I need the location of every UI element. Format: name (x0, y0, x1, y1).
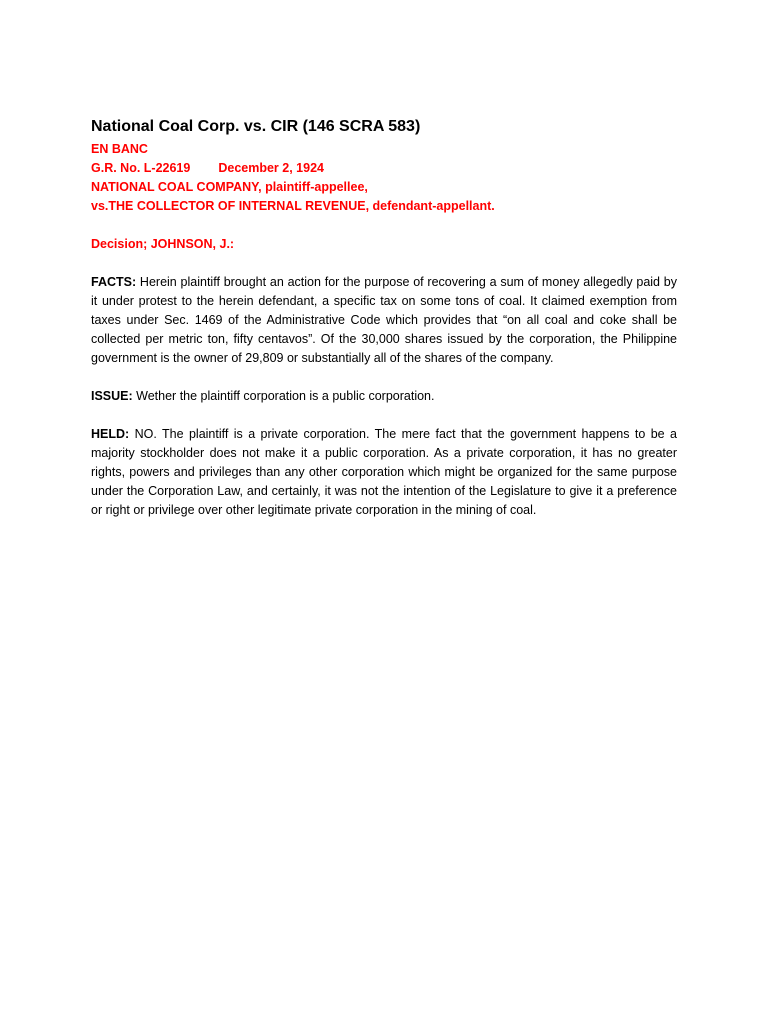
held-label: HELD: (91, 427, 130, 441)
document-page (91, 116, 677, 520)
gr-number: G.R. No. L-22619 (91, 161, 191, 175)
case-title: National Coal Corp. vs. CIR (146 SCRA 583) (91, 118, 421, 135)
court-division: EN BANC (91, 142, 148, 156)
facts-text: Herein plaintiff brought an action for the purpose of recovering a sum of money allegedly paid by it under protest to the herein defendant, a specific tax on some tons of coal. It claimed exemption from taxes under Sec. 1469 of the Administrative Code which provides that “on all coal and coke shall be collected per metric ton, fifty centavos”. Of the 30,000 shares issued by the corporation, the Philippine government is the owner of 29,809 or substantially all of the shares of the company. (91, 275, 677, 365)
plaintiff-line: NATIONAL COAL COMPANY, plaintiff-appellee, (91, 180, 368, 194)
defendant-line: vs.THE COLLECTOR OF INTERNAL REVENUE, defendant-appellant. (91, 199, 495, 213)
issue-text: Wether the plaintiff corporation is a public corporation. (132, 389, 435, 403)
held-paragraph (91, 425, 677, 520)
issue-label: ISSUE: (91, 389, 133, 403)
facts-paragraph (91, 273, 677, 368)
issue-paragraph (91, 387, 677, 406)
case-number-line (91, 159, 677, 178)
facts-label: FACTS: (91, 275, 137, 289)
decision-date: December 2, 1924 (218, 161, 324, 175)
decision-line: Decision; JOHNSON, J.: (91, 237, 235, 251)
held-text: NO. The plaintiff is a private corporation. The mere fact that the government happens to be a majority stockholder does not make it a public corporation. As a private corporation, it has no greater rights, powers and privileges than any other corporation which might be organized for the same purpose under the Corporation Law, and certainly, it was not the intention of the Legislature to give it a preference or right or privilege over other legitimate private corporation in the mining of coal. (91, 427, 677, 517)
